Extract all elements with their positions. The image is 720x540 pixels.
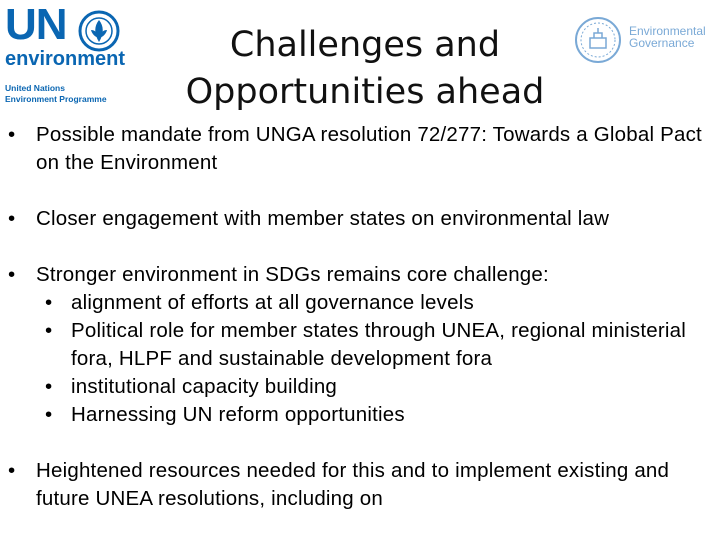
eg-logo-text xyxy=(629,25,706,49)
eg-logo-line-2: Governance xyxy=(629,36,695,50)
un-logo-subline-2: Environment Programme xyxy=(5,94,107,104)
bullet-item xyxy=(8,261,720,289)
bullet-icon: • xyxy=(8,123,16,146)
sub-bullet-text: Political role for member states through UNEA, regional ministerial fora, HLPF and sustainable development fora xyxy=(71,319,686,370)
slide-title-line-2: Opportunities ahead xyxy=(185,72,545,112)
bullet-text: Possible mandate from UNGA resolution 72/277: Towards a Global Pact on the Environment xyxy=(36,123,702,174)
sub-bullet-icon: • xyxy=(45,291,53,314)
slide-title-line-1: Challenges and xyxy=(229,25,501,65)
environmental-governance-logo xyxy=(574,14,714,70)
sub-bullet-item xyxy=(8,401,720,429)
un-logo-word: UN xyxy=(5,0,67,49)
bullet-icon: • xyxy=(8,459,16,482)
sub-bullet-item xyxy=(8,373,720,401)
sub-bullet-text: Harnessing UN reform opportunities xyxy=(71,403,405,426)
bullet-icon: • xyxy=(8,263,16,286)
un-environment-logo xyxy=(5,0,126,106)
un-logo-subline-1: United Nations xyxy=(5,83,65,93)
bullet-text: Stronger environment in SDGs remains core challenge: xyxy=(36,263,549,286)
gavel-circle-icon xyxy=(574,16,622,64)
sub-bullet-icon: • xyxy=(45,319,53,342)
bullet-icon: • xyxy=(8,207,16,230)
bullet-item xyxy=(8,457,720,513)
un-emblem-icon xyxy=(78,10,120,52)
sub-bullet-icon: • xyxy=(45,403,53,426)
sub-bullet-item xyxy=(8,289,720,317)
sub-bullet-icon: • xyxy=(45,375,53,398)
slide-title xyxy=(170,22,560,116)
un-logo-environment: environment xyxy=(5,48,126,70)
sub-bullet-item xyxy=(8,317,720,373)
bullet-item xyxy=(8,205,720,233)
bullet-item xyxy=(8,121,720,177)
sub-bullet-text: alignment of efforts at all governance levels xyxy=(71,291,474,314)
eg-logo-line-1: Environmental xyxy=(629,24,706,38)
bullet-text: Closer engagement with member states on environmental law xyxy=(36,207,610,230)
bullet-list xyxy=(8,121,720,513)
sub-bullet-text: institutional capacity building xyxy=(71,375,338,398)
bullet-text: Heightened resources needed for this and to implement existing and future UNEA resolutions, including on xyxy=(36,459,670,510)
